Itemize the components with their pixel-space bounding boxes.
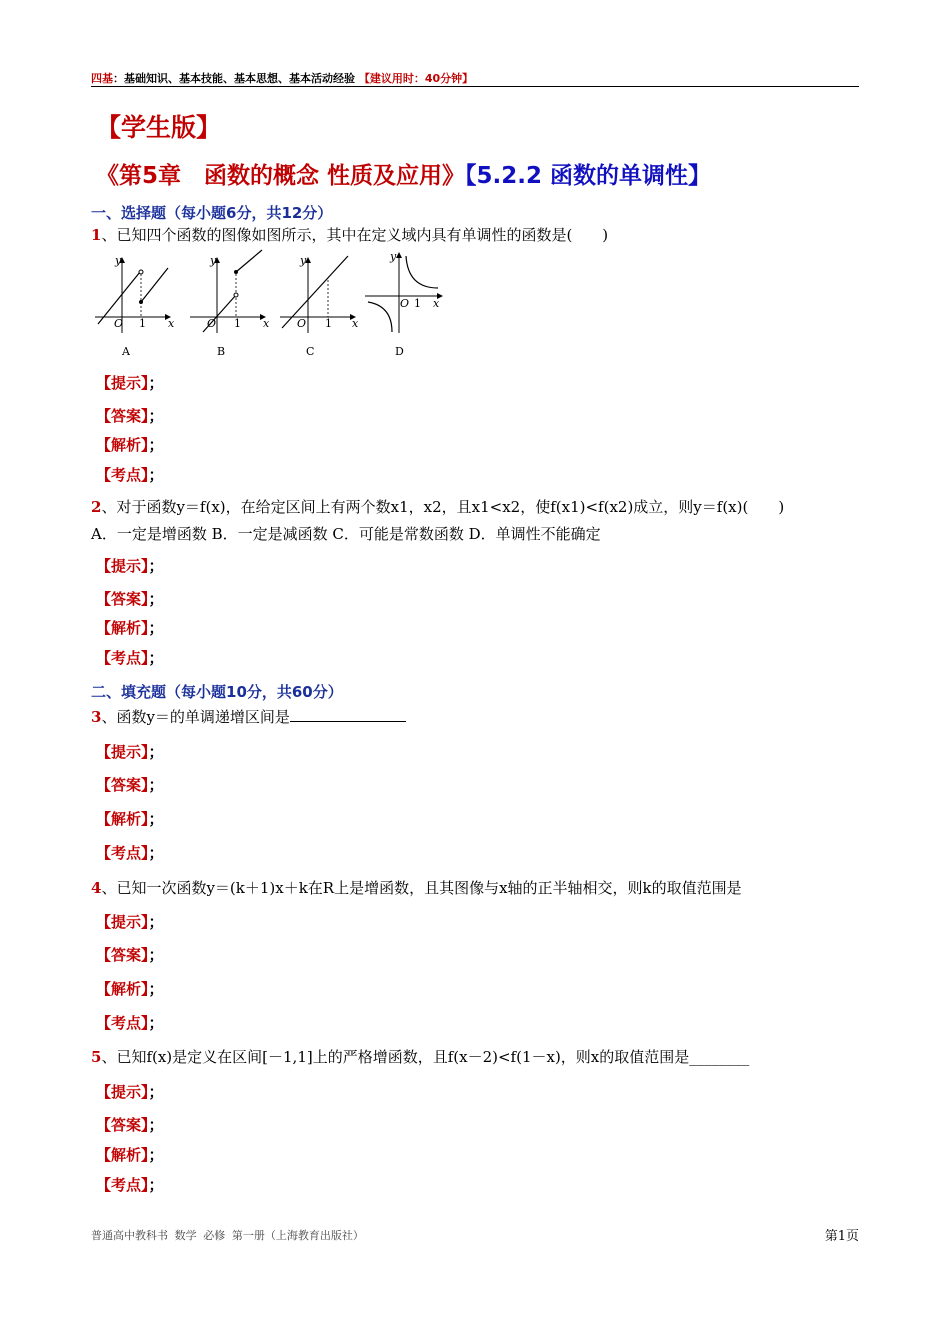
question-text: 、已知一次函数y＝(k＋1)x＋k在R上是增函数，且其图像与x轴的正半轴相交，则k的取值范围是 [101, 879, 742, 897]
graph-c-x-label: x [352, 317, 359, 330]
version-title: 【学生版】 [96, 113, 222, 142]
footer-page-number: 第1页 [824, 1229, 859, 1244]
header-divider [91, 86, 859, 87]
graph-a [95, 258, 170, 333]
graph-b-tick: 1 [234, 317, 241, 330]
question-4 [91, 877, 742, 898]
graph-c [280, 256, 355, 333]
q2-analysis: 【解析】； [96, 619, 164, 637]
function-graphs [90, 248, 450, 363]
graph-a-x-label: x [168, 317, 175, 330]
graph-c-y-label: y [300, 254, 307, 267]
q1-answer: 【答案】； [96, 407, 164, 425]
graph-d-caption: D [395, 345, 404, 358]
header-suggest: 【建议用时：40分钟】 [358, 72, 474, 85]
question-2-options: A．一定是增函数 B．一定是减函数 C．可能是常数函数 D．单调性不能确定 [91, 525, 601, 543]
q5-analysis: 【解析】； [96, 1146, 164, 1164]
question-1 [91, 224, 608, 245]
graph-d-origin: O [400, 297, 410, 310]
question-number: 3 [91, 708, 102, 726]
graph-c-tick: 1 [325, 317, 332, 330]
page-header [91, 70, 473, 86]
q4-hint: 【提示】； [96, 913, 164, 931]
graph-d-tick: 1 [414, 297, 421, 310]
chapter-left: 《第5章 函数的概念 性质及应用》 [96, 163, 466, 189]
q4-point: 【考点】； [96, 1014, 164, 1032]
q4-answer: 【答案】； [96, 946, 164, 964]
section-choice: 一、选择题（每小题6分，共12分） [91, 204, 333, 222]
question-text: 、已知f(x)是定义在区间[－1,1]上的严格增函数，且f(x－2)<f(1－x)，则x的取值范围是________ [101, 1048, 750, 1066]
chapter-right: 【5.2.2 函数的单调性】 [465, 163, 712, 189]
q3-analysis: 【解析】； [96, 810, 164, 828]
question-3 [91, 706, 406, 727]
graph-a-tick: 1 [139, 317, 146, 330]
q3-point: 【考点】； [96, 844, 164, 862]
header-main: ：基础知识、基本技能、基本思想、基本活动经验 [113, 72, 355, 85]
question-text: 、函数y＝的单调递增区间是 [101, 708, 290, 726]
q3-hint: 【提示】； [96, 743, 164, 761]
question-number: 2 [91, 498, 102, 516]
q5-hint: 【提示】； [96, 1083, 164, 1101]
q2-answer: 【答案】； [96, 590, 164, 608]
graph-b-y-label: y [210, 254, 217, 267]
q3-answer: 【答案】； [96, 776, 164, 794]
graph-a-origin: O [114, 317, 124, 330]
answer-blank[interactable] [290, 707, 406, 722]
graph-a-y-label: y [115, 254, 122, 267]
graph-d-x-label: x [433, 297, 440, 310]
question-5 [91, 1046, 749, 1067]
question-text: 、对于函数y＝f(x)，在给定区间上有两个数x1，x2，且x1<x2，使f(x1)<f(x2)成立，则y＝f(x)( ) [101, 498, 785, 516]
graph-b-x-label: x [263, 317, 270, 330]
graph-b [190, 250, 265, 333]
question-number: 1 [91, 226, 102, 244]
question-2 [91, 496, 784, 517]
footer-textbook: 普通高中教科书 数学 必修 第一册（上海教育出版社） [91, 1229, 364, 1242]
graph-c-origin: O [297, 317, 307, 330]
graph-b-caption: B [217, 345, 226, 358]
header-prefix: 四基 [91, 72, 113, 85]
q1-analysis: 【解析】； [96, 436, 164, 454]
q4-analysis: 【解析】； [96, 980, 164, 998]
graph-d [365, 253, 442, 333]
chapter-title [96, 157, 711, 190]
q2-hint: 【提示】； [96, 557, 164, 575]
graph-c-caption: C [306, 345, 315, 358]
question-number: 4 [91, 879, 102, 897]
q1-hint: 【提示】； [96, 374, 164, 392]
question-number: 5 [91, 1048, 102, 1066]
question-text: 、已知四个函数的图像如图所示，其中在定义域内具有单调性的函数是( ) [101, 226, 609, 244]
graph-d-y-label: y [390, 250, 397, 263]
q1-point: 【考点】； [96, 466, 164, 484]
q2-point: 【考点】； [96, 649, 164, 667]
q5-answer: 【答案】； [96, 1116, 164, 1134]
q5-point: 【考点】； [96, 1176, 164, 1194]
graph-a-caption: A [122, 345, 130, 358]
graph-b-origin: O [207, 317, 217, 330]
section-fill: 二、填充题（每小题10分，共60分） [91, 683, 343, 701]
